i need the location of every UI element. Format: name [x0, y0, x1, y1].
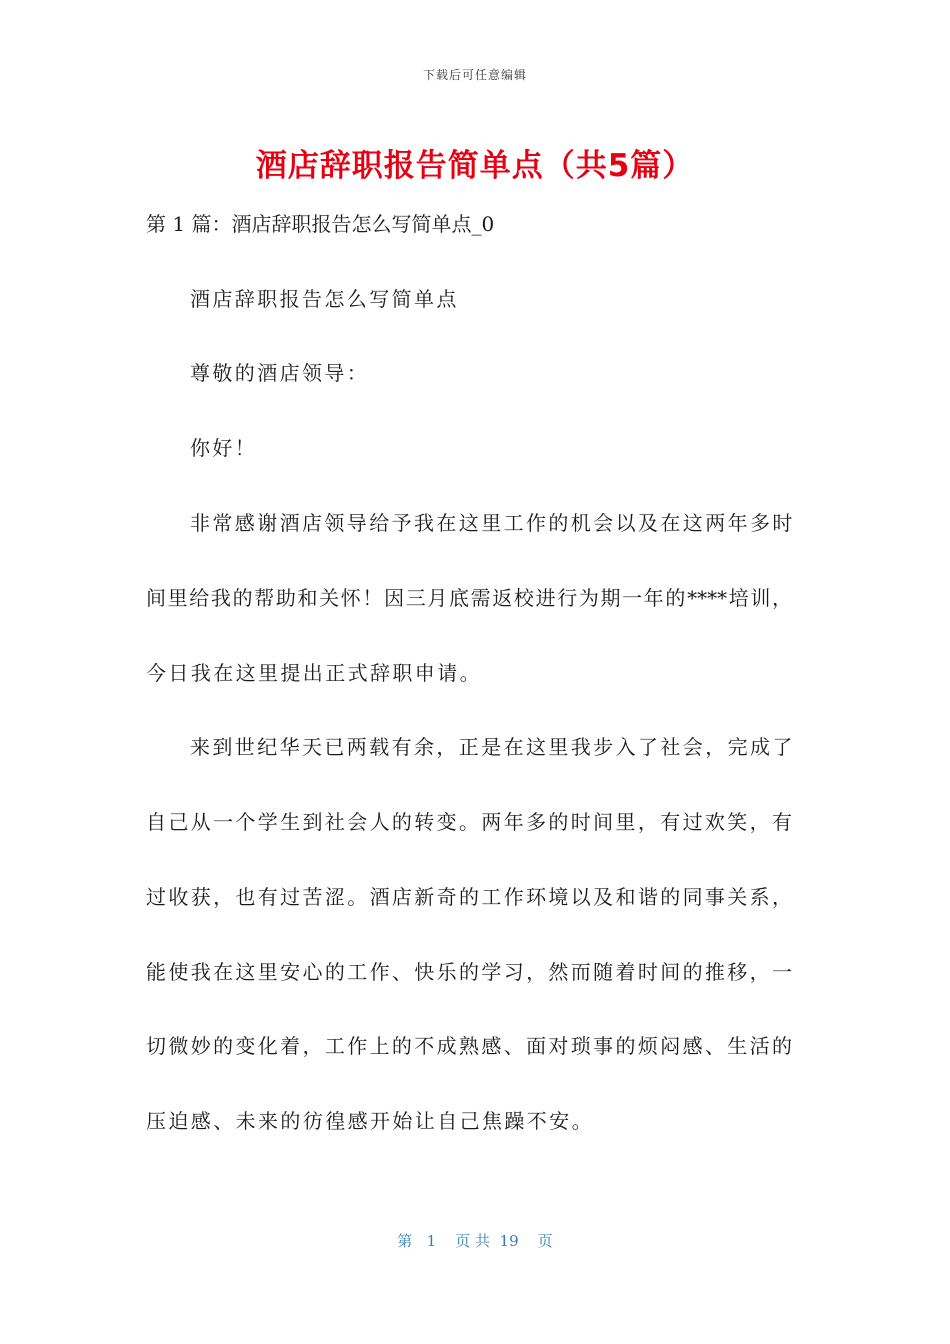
letter-greeting: 你好！ — [190, 436, 258, 460]
paragraph-line: 压迫感、未来的彷徨感开始让自己焦躁不安。 — [146, 1109, 594, 1133]
page-number-footer: 第 1 页 共 19 页 — [397, 1232, 553, 1250]
paragraph-line: 间里给我的帮助和关怀！因三月底需返校进行为期一年的****培训， — [146, 586, 792, 610]
paragraph-line: 来到世纪华天已两载有余，正是在这里我步入了社会，完成了 — [190, 735, 795, 759]
paragraph-line: 过收获，也有过苦涩。酒店新奇的工作环境以及和谐的同事关系， — [146, 885, 792, 909]
header-note: 下载后可任意编辑 — [422, 68, 527, 82]
paragraph-line: 非常感谢酒店领导给予我在这里工作的机会以及在这两年多时 — [190, 511, 795, 535]
paragraph-line: 能使我在这里安心的工作、快乐的学习，然而随着时间的推移，一 — [146, 960, 792, 984]
paragraph-line: 切微妙的变化着，工作上的不成熟感、面对琐事的烦闷感、生活的 — [146, 1034, 792, 1058]
paragraph-line: 自己从一个学生到社会人的转变。两年多的时间里，有过欢笑，有 — [146, 810, 792, 834]
paragraph-line: 今日我在这里提出正式辞职申请。 — [146, 661, 482, 685]
letter-salutation: 尊敬的酒店领导： — [190, 361, 370, 385]
letter-subtitle: 酒店辞职报告怎么写简单点 — [190, 287, 459, 311]
document-title: 酒店辞职报告简单点（共5篇） — [255, 148, 695, 184]
chapter-heading: 第 1 篇：酒店辞职报告怎么写简单点_0 — [146, 212, 495, 236]
